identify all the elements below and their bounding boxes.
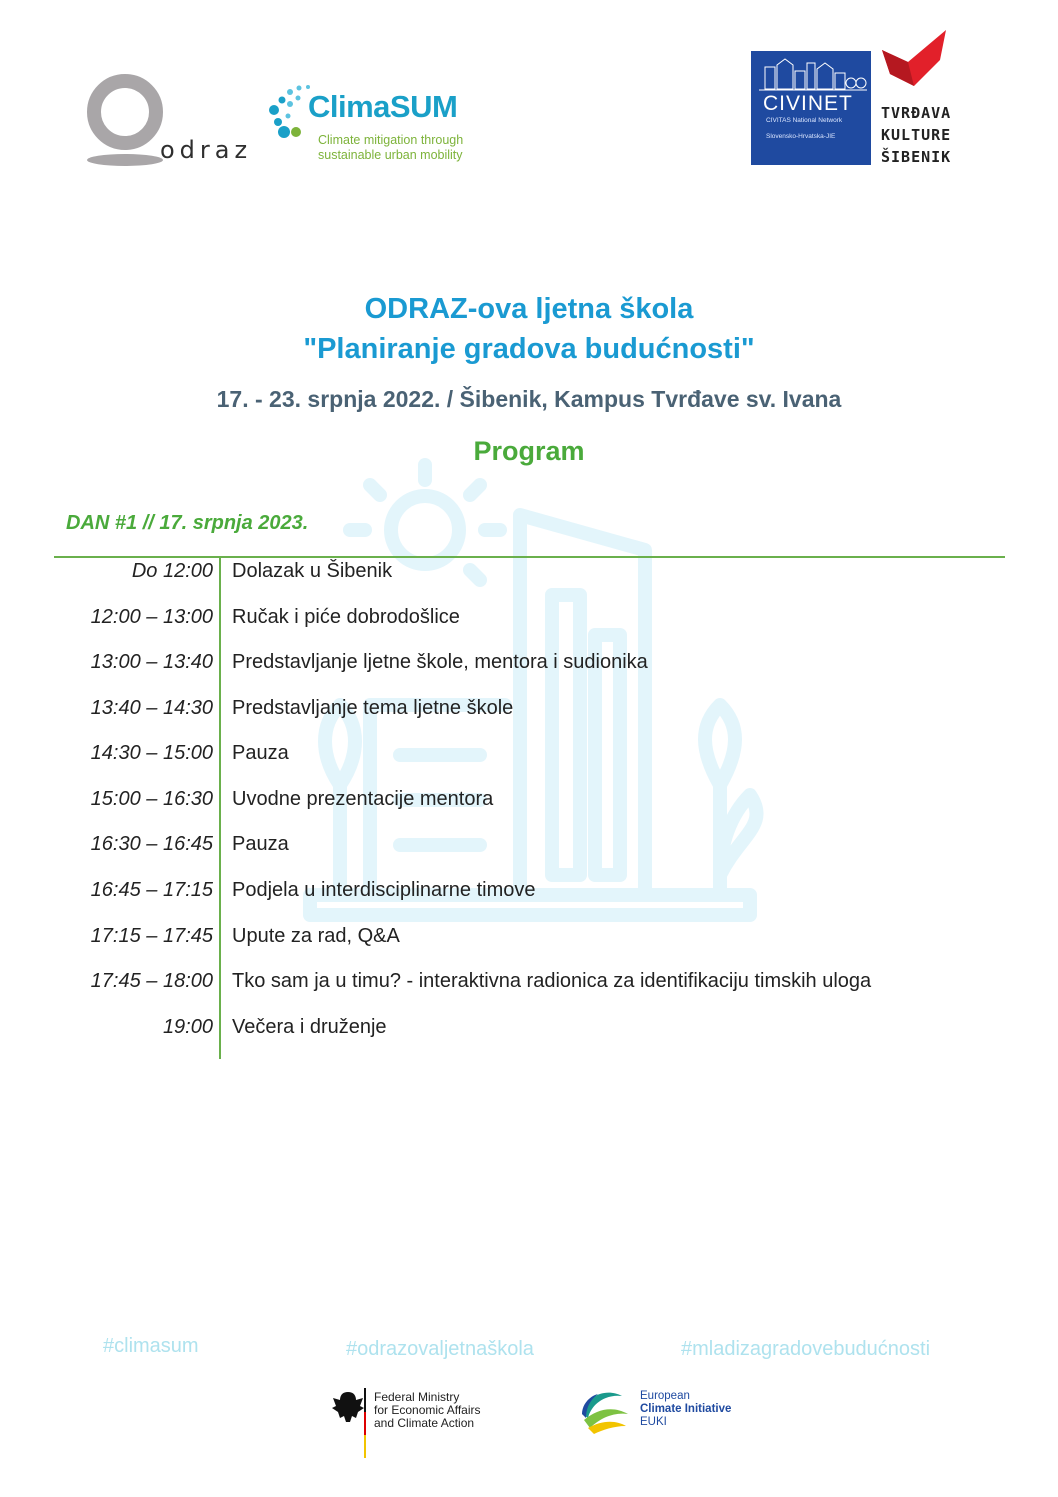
civinet-subtitle-1: CIVITAS National Network (766, 117, 843, 124)
climasum-tagline-2: sustainable urban mobility (318, 148, 463, 162)
schedule-row (0, 879, 1058, 909)
schedule-time: 15:00 – 16:30 (90, 788, 213, 810)
schedule-row (0, 788, 1058, 818)
bmwk-line-1: Federal Ministry (374, 1390, 460, 1404)
schedule-activity: Pauza (232, 742, 289, 764)
schedule-time: 19:00 (162, 1016, 213, 1038)
schedule-activity: Uvodne prezentacije mentora (232, 788, 494, 810)
tvrdava-line-3: ŠIBENIK (881, 148, 952, 166)
schedule-activity: Pauza (232, 833, 289, 855)
bmwk-line-2: for Economic Affairs (374, 1403, 481, 1417)
schedule-time: 13:40 – 14:30 (90, 697, 213, 719)
tvrdava-line-2: KULTURE (881, 126, 952, 144)
page-title-line-1: ODRAZ-ova ljetna škola (364, 293, 694, 325)
schedule-row (0, 970, 1058, 1000)
city-watermark-illustration (280, 455, 780, 935)
schedule-row (0, 697, 1058, 727)
climasum-wordmark (308, 89, 457, 125)
event-dates-location: 17. - 23. srpnja 2022. / Šibenik, Kampus Tvrđave sv. Ivana (216, 386, 842, 412)
schedule-row (0, 833, 1058, 863)
euki-line-2: Climate Initiative (640, 1403, 732, 1415)
schedule-activity: Ručak i piće dobrodošlice (232, 606, 460, 628)
hashtag-summer-school: #odrazovaljetnaškola (346, 1338, 534, 1360)
euki-swoosh-icon (578, 1384, 630, 1436)
schedule-activity: Podjela u interdisciplinarne timove (232, 879, 536, 901)
climasum-word-b: SUM (389, 89, 458, 124)
schedule-time: 16:30 – 16:45 (90, 833, 213, 855)
schedule-time: 17:45 – 18:00 (90, 970, 213, 992)
schedule-activity: Predstavljanje ljetne škole, mentora i sudionika (232, 651, 648, 673)
civinet-subtitle-2: Slovensko-Hrvatska-JIE (766, 133, 836, 140)
schedule-activity: Tko sam ja u timu? - interaktivna radionica za identifikaciju timskih uloga (232, 970, 872, 992)
schedule-row (0, 925, 1058, 955)
schedule-time: 13:00 – 13:40 (90, 651, 213, 673)
schedule-row (0, 560, 1058, 590)
civinet-wordmark: CIVINET (763, 92, 853, 115)
schedule-time: 17:15 – 17:45 (90, 925, 213, 947)
day-heading: DAN #1 // 17. srpnja 2023. (66, 512, 309, 534)
page-title-line-2: "Planiranje gradova budućnosti" (303, 333, 755, 365)
schedule-time: Do 12:00 (131, 560, 213, 582)
day-divider (54, 556, 1005, 558)
schedule-row (0, 1016, 1058, 1046)
schedule-activity: Upute za rad, Q&A (232, 925, 400, 947)
schedule-row (0, 742, 1058, 772)
civinet-skyline-icon (751, 53, 871, 93)
climasum-tagline-1: Climate mitigation through (318, 133, 464, 147)
climasum-word-a: Clima (308, 89, 390, 124)
euki-line-1: European (640, 1390, 690, 1402)
program-heading: Program (473, 436, 585, 466)
schedule-time: 14:30 – 15:00 (90, 742, 213, 764)
tvrdava-flag-icon (880, 28, 950, 98)
schedule-row (0, 606, 1058, 636)
schedule-row (0, 651, 1058, 681)
schedule-time: 16:45 – 17:15 (90, 879, 213, 901)
hashtag-climasum: #climasum (103, 1335, 199, 1357)
schedule-activity: Večera i druženje (232, 1016, 387, 1038)
german-eagle-flag-icon (330, 1388, 366, 1458)
tvrdava-line-1: TVRĐAVA (881, 104, 952, 122)
euki-line-3: EUKI (640, 1416, 667, 1428)
schedule-activity: Dolazak u Šibenik (232, 560, 393, 582)
hashtag-future-cities: #mladizagradovebudućnosti (681, 1338, 931, 1360)
bmwk-line-3: and Climate Action (374, 1416, 475, 1430)
odraz-wordmark: odraz (160, 136, 253, 164)
schedule-time: 12:00 – 13:00 (90, 606, 213, 628)
schedule-activity: Predstavljanje tema ljetne škole (232, 697, 514, 719)
